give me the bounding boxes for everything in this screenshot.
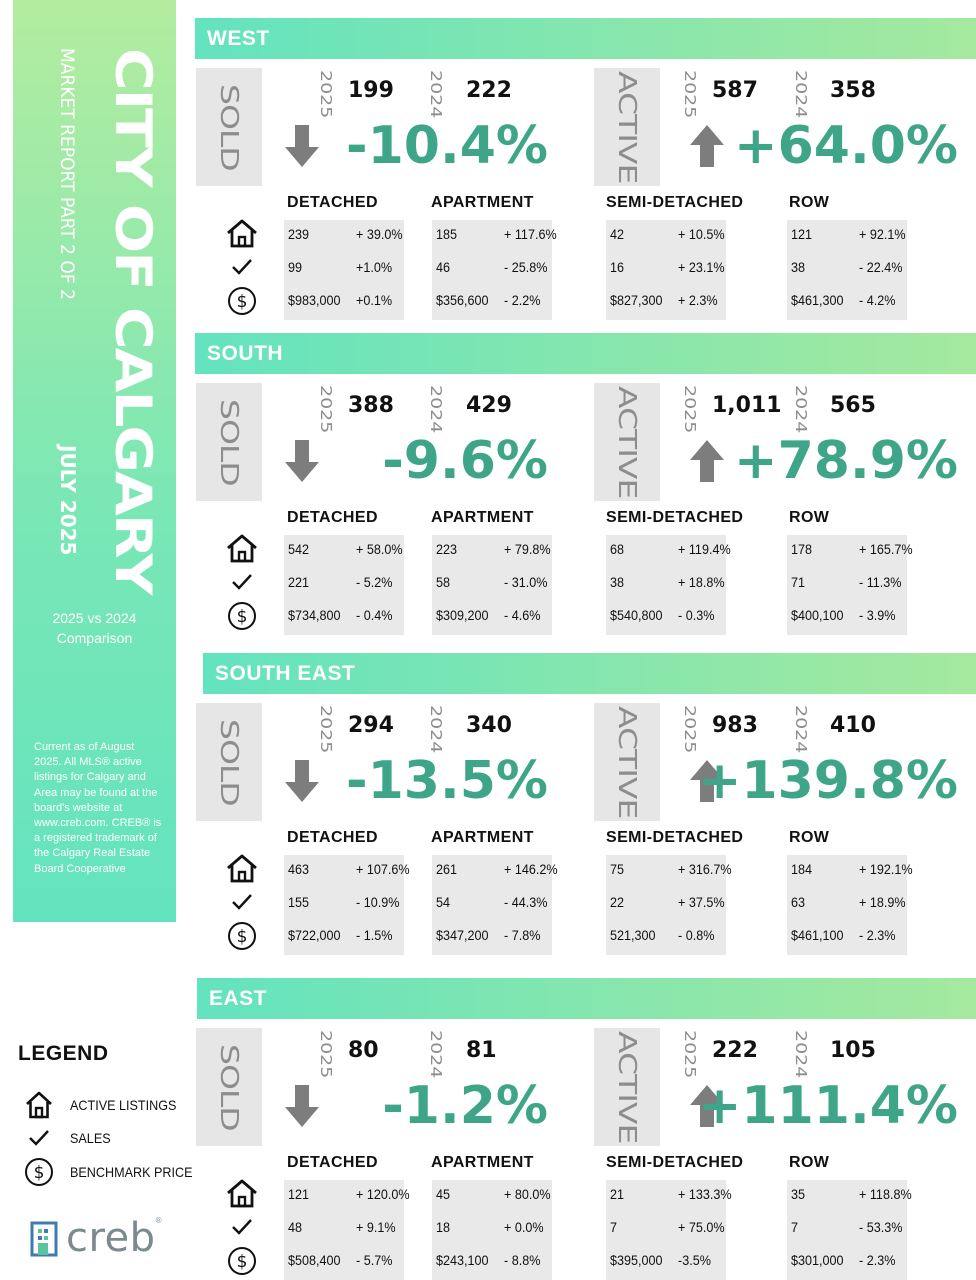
metric-change: + 192.1% [859, 861, 913, 877]
sold-change-percent: -13.5% [346, 751, 548, 811]
metric-change: - 0.3% [678, 607, 715, 623]
comparison-line-1: 2025 vs 2024 [52, 610, 137, 626]
dollar-icon [24, 1157, 54, 1187]
metric-value: $356,600 [436, 292, 489, 308]
metric-change: + 79.8% [504, 541, 551, 557]
checkmark-icon [24, 1123, 54, 1153]
legend-label: BENCHMARK PRICE [70, 1164, 193, 1180]
category-box-semi-detached [606, 1180, 732, 1280]
metric-value: 16 [610, 259, 625, 275]
sold-2024-value: 340 [466, 713, 512, 738]
category-box-apartment [432, 535, 552, 635]
metric-change: + 119.4% [678, 541, 731, 557]
house-icon [224, 1178, 260, 1208]
year-2025-label: 2025 [681, 70, 699, 119]
region-header: WEST [195, 18, 976, 59]
metric-value: $540,800 [610, 607, 663, 623]
metric-value: $722,000 [288, 927, 341, 943]
metric-change: - 0.4% [356, 607, 393, 623]
metric-change: + 0.0% [504, 1219, 544, 1235]
creb-logo [30, 1216, 180, 1260]
category-box-semi-detached [606, 855, 732, 955]
year-2025-label: 2025 [681, 1030, 699, 1079]
category-label-apartment: APARTMENT [431, 1154, 534, 1171]
metric-value: 46 [436, 259, 451, 275]
legend-item-active-listings [24, 1090, 188, 1120]
active-2024-value: 358 [830, 78, 876, 103]
report-date: JULY 2025 [56, 445, 80, 556]
dollar-icon [224, 601, 260, 631]
metric-change: - 11.3% [859, 574, 902, 590]
house-icon [224, 218, 260, 248]
metric-value: 221 [288, 574, 310, 590]
svg-text:$: $ [33, 1163, 45, 1183]
metric-value: 38 [791, 259, 806, 275]
metric-value: 184 [791, 861, 813, 877]
category-label-apartment: APARTMENT [431, 829, 534, 846]
metric-value: 185 [436, 226, 458, 242]
checkmark-icon [224, 887, 260, 917]
metric-value: 261 [436, 861, 458, 877]
metric-change: -3.5% [678, 1252, 711, 1268]
active-label: ACTIVE [612, 1030, 642, 1144]
category-box-apartment [432, 220, 557, 320]
dollar-icon [224, 921, 260, 951]
region-header: SOUTH [195, 333, 976, 374]
metric-value: 99 [288, 259, 303, 275]
category-label-row: ROW [789, 1154, 830, 1171]
sold-2024-value: 429 [466, 393, 512, 418]
metric-change: + 146.2% [504, 861, 558, 877]
metric-value: $395,000 [610, 1252, 663, 1268]
source-note: Current as of August 2025. All MLS® active listings for Calgary and Area may be found at the board's website at www.creb.com. CREB® is a registered trademark of the Calgary Real Estate Board Cooperative [34, 741, 162, 875]
year-2025-label: 2025 [317, 385, 335, 434]
metric-change: + 80.0% [504, 1186, 551, 1202]
metric-change: - 3.9% [859, 607, 896, 623]
arrow-down-icon [285, 760, 319, 802]
metric-change: + 107.6% [356, 861, 410, 877]
category-box-semi-detached [606, 535, 731, 635]
metric-value: 71 [791, 574, 806, 590]
metric-value: 121 [288, 1186, 310, 1202]
metric-change: + 117.6% [504, 226, 557, 242]
metric-change: - 5.2% [356, 574, 393, 590]
metric-value: 54 [436, 894, 451, 910]
metric-value: 7 [791, 1219, 799, 1235]
house-icon [24, 1090, 54, 1120]
category-box-detached [284, 1180, 410, 1280]
sold-2025-value: 388 [348, 393, 394, 418]
sold-2024-value: 222 [466, 78, 512, 103]
registered-mark: ® [155, 1216, 162, 1225]
active-change-percent: +64.0% [734, 116, 958, 176]
creb-building-icon [30, 1219, 60, 1257]
metric-change: - 0.8% [678, 927, 715, 943]
active-tag [594, 1028, 660, 1146]
house-icon [224, 533, 260, 563]
metric-value: 463 [288, 861, 310, 877]
metric-change: - 4.2% [859, 292, 896, 308]
comparison-label [13, 608, 176, 648]
active-2025-value: 222 [712, 1038, 758, 1063]
legend-label: ACTIVE LISTINGS [70, 1097, 177, 1113]
metric-change: - 7.8% [504, 927, 541, 943]
sold-label: SOLD [214, 398, 244, 486]
metric-change: + 37.5% [678, 894, 725, 910]
category-label-semi-detached: SEMI-DETACHED [606, 194, 744, 211]
legend-title: LEGEND [18, 1042, 109, 1065]
sold-change-percent: -1.2% [382, 1076, 548, 1136]
sold-change-percent: -9.6% [382, 431, 548, 491]
metric-change: + 10.5% [678, 226, 725, 242]
metric-change: - 4.6% [504, 607, 541, 623]
active-2025-value: 587 [712, 78, 758, 103]
metric-value: 75 [610, 861, 625, 877]
metric-value: $827,300 [610, 292, 663, 308]
sold-label: SOLD [214, 1043, 244, 1131]
category-box-row [787, 220, 907, 320]
active-tag [594, 383, 660, 501]
category-box-apartment [432, 1180, 552, 1280]
sold-tag [196, 383, 262, 501]
region-header: SOUTH EAST [203, 653, 976, 694]
year-2025-label: 2025 [681, 385, 699, 434]
active-label: ACTIVE [612, 705, 642, 819]
metric-value: 35 [791, 1186, 806, 1202]
category-box-row [787, 1180, 912, 1280]
category-label-semi-detached: SEMI-DETACHED [606, 509, 744, 526]
metric-value: $983,000 [288, 292, 341, 308]
metric-change: + 58.0% [356, 541, 403, 557]
report-title: CITY OF CALGARY [104, 48, 163, 594]
metric-change: - 44.3% [504, 894, 548, 910]
metric-value: 7 [610, 1219, 618, 1235]
metric-change: + 39.0% [356, 226, 403, 242]
metric-change: - 2.3% [859, 1252, 896, 1268]
checkmark-icon [224, 567, 260, 597]
year-2025-label: 2025 [317, 70, 335, 119]
category-label-row: ROW [789, 194, 830, 211]
category-label-row: ROW [789, 829, 830, 846]
metric-change: - 10.9% [356, 894, 400, 910]
year-2024-label: 2024 [792, 70, 810, 119]
year-2024-label: 2024 [792, 705, 810, 754]
metric-change: - 31.0% [504, 574, 548, 590]
metric-value: 223 [436, 541, 458, 557]
svg-text:$: $ [236, 607, 248, 627]
metric-change: - 2.3% [859, 927, 896, 943]
active-tag [594, 68, 660, 186]
sold-tag [196, 703, 262, 821]
category-label-row: ROW [789, 509, 830, 526]
active-tag [594, 703, 660, 821]
metric-value: $734,800 [288, 607, 341, 623]
year-2024-label: 2024 [427, 705, 445, 754]
legend-item-benchmark-price [24, 1157, 206, 1187]
metric-change: - 53.3% [859, 1219, 903, 1235]
legend-item-sales [24, 1123, 115, 1153]
metric-change: + 92.1% [859, 226, 906, 242]
category-box-detached [284, 535, 404, 635]
sold-2025-value: 199 [348, 78, 394, 103]
dollar-icon [224, 286, 260, 316]
sold-tag [196, 68, 262, 186]
legend [18, 1042, 193, 1183]
metric-value: 42 [610, 226, 625, 242]
category-box-row [787, 535, 913, 635]
sold-2024-value: 81 [466, 1038, 497, 1063]
metric-value: $347,200 [436, 927, 489, 943]
metric-value: $461,100 [791, 927, 844, 943]
sold-label: SOLD [214, 83, 244, 171]
year-2025-label: 2025 [681, 705, 699, 754]
creb-wordmark: creb [66, 1215, 156, 1261]
year-2024-label: 2024 [427, 385, 445, 434]
sold-tag [196, 1028, 262, 1146]
category-label-detached: DETACHED [287, 829, 378, 846]
metric-change: + 18.9% [859, 894, 906, 910]
year-2025-label: 2025 [317, 705, 335, 754]
metric-change: + 133.3% [678, 1186, 732, 1202]
metric-change: + 9.1% [356, 1219, 396, 1235]
svg-text:$: $ [236, 927, 248, 947]
metric-value: $400,100 [791, 607, 844, 623]
active-2024-value: 105 [830, 1038, 876, 1063]
metric-change: +1.0% [356, 259, 393, 275]
metric-value: 48 [288, 1219, 303, 1235]
metric-change: + 75.0% [678, 1219, 725, 1235]
active-change-percent: +78.9% [734, 431, 958, 491]
legend-label: SALES [70, 1130, 111, 1146]
metric-value: 239 [288, 226, 310, 242]
metric-change: + 23.1% [678, 259, 725, 275]
svg-text:$: $ [236, 292, 248, 312]
arrow-up-icon [690, 125, 724, 167]
metric-value: $301,000 [791, 1252, 844, 1268]
region-header: EAST [197, 978, 976, 1019]
active-change-percent: +111.4% [697, 1076, 958, 1136]
arrow-down-icon [285, 125, 319, 167]
category-label-apartment: APARTMENT [431, 194, 534, 211]
metric-change: + 2.3% [678, 292, 718, 308]
metric-value: 521,300 [610, 927, 656, 943]
year-2024-label: 2024 [427, 1030, 445, 1079]
metric-value: 21 [610, 1186, 625, 1202]
metric-value: 155 [288, 894, 310, 910]
year-2025-label: 2025 [317, 1030, 335, 1079]
metric-value: $461,300 [791, 292, 844, 308]
metric-value: 45 [436, 1186, 451, 1202]
year-2024-label: 2024 [792, 385, 810, 434]
metric-value: 38 [610, 574, 625, 590]
checkmark-icon [224, 252, 260, 282]
active-2024-value: 565 [830, 393, 876, 418]
arrow-up-icon [690, 440, 724, 482]
category-box-apartment [432, 855, 558, 955]
metric-value: 178 [791, 541, 813, 557]
metric-change: + 165.7% [859, 541, 913, 557]
comparison-line-2: Comparison [56, 630, 133, 646]
metric-value: 18 [436, 1219, 451, 1235]
category-box-detached [284, 855, 410, 955]
house-icon [224, 853, 260, 883]
category-box-semi-detached [606, 220, 726, 320]
arrow-down-icon [285, 440, 319, 482]
sold-change-percent: -10.4% [346, 116, 548, 176]
year-2024-label: 2024 [427, 70, 445, 119]
year-2024-label: 2024 [792, 1030, 810, 1079]
metric-change: - 1.5% [356, 927, 393, 943]
category-label-apartment: APARTMENT [431, 509, 534, 526]
checkmark-icon [224, 1212, 260, 1242]
sidebar [13, 0, 176, 922]
metric-value: 58 [436, 574, 451, 590]
category-box-row [787, 855, 913, 955]
metric-value: $243,100 [436, 1252, 489, 1268]
metric-change: + 120.0% [356, 1186, 410, 1202]
metric-value: 121 [791, 226, 813, 242]
sold-label: SOLD [214, 718, 244, 806]
category-label-semi-detached: SEMI-DETACHED [606, 1154, 744, 1171]
metric-change: + 316.7% [678, 861, 732, 877]
active-2025-value: 983 [712, 713, 758, 738]
metric-value: 68 [610, 541, 625, 557]
sold-2025-value: 80 [348, 1038, 379, 1063]
metric-value: $309,200 [436, 607, 489, 623]
active-change-percent: +139.8% [697, 751, 958, 811]
report-subtitle: MARKET REPORT PART 2 OF 2 [56, 48, 78, 301]
metric-change: - 22.4% [859, 259, 903, 275]
metric-value: 22 [610, 894, 625, 910]
metric-change: - 2.2% [504, 292, 541, 308]
category-label-detached: DETACHED [287, 1154, 378, 1171]
metric-value: 63 [791, 894, 806, 910]
dollar-icon [224, 1246, 260, 1276]
metric-change: + 118.8% [859, 1186, 912, 1202]
sold-2025-value: 294 [348, 713, 394, 738]
category-label-semi-detached: SEMI-DETACHED [606, 829, 744, 846]
metric-value: $508,400 [288, 1252, 341, 1268]
active-2024-value: 410 [830, 713, 876, 738]
metric-change: - 8.8% [504, 1252, 541, 1268]
metric-change: +0.1% [356, 292, 393, 308]
arrow-down-icon [285, 1085, 319, 1127]
metric-change: - 25.8% [504, 259, 548, 275]
active-label: ACTIVE [612, 385, 642, 499]
active-label: ACTIVE [612, 70, 642, 184]
category-box-detached [284, 220, 404, 320]
category-label-detached: DETACHED [287, 194, 378, 211]
active-2025-value: 1,011 [712, 393, 782, 418]
metric-value: 542 [288, 541, 310, 557]
metric-change: + 18.8% [678, 574, 725, 590]
category-label-detached: DETACHED [287, 509, 378, 526]
svg-text:$: $ [236, 1252, 248, 1272]
metric-change: - 5.7% [356, 1252, 393, 1268]
